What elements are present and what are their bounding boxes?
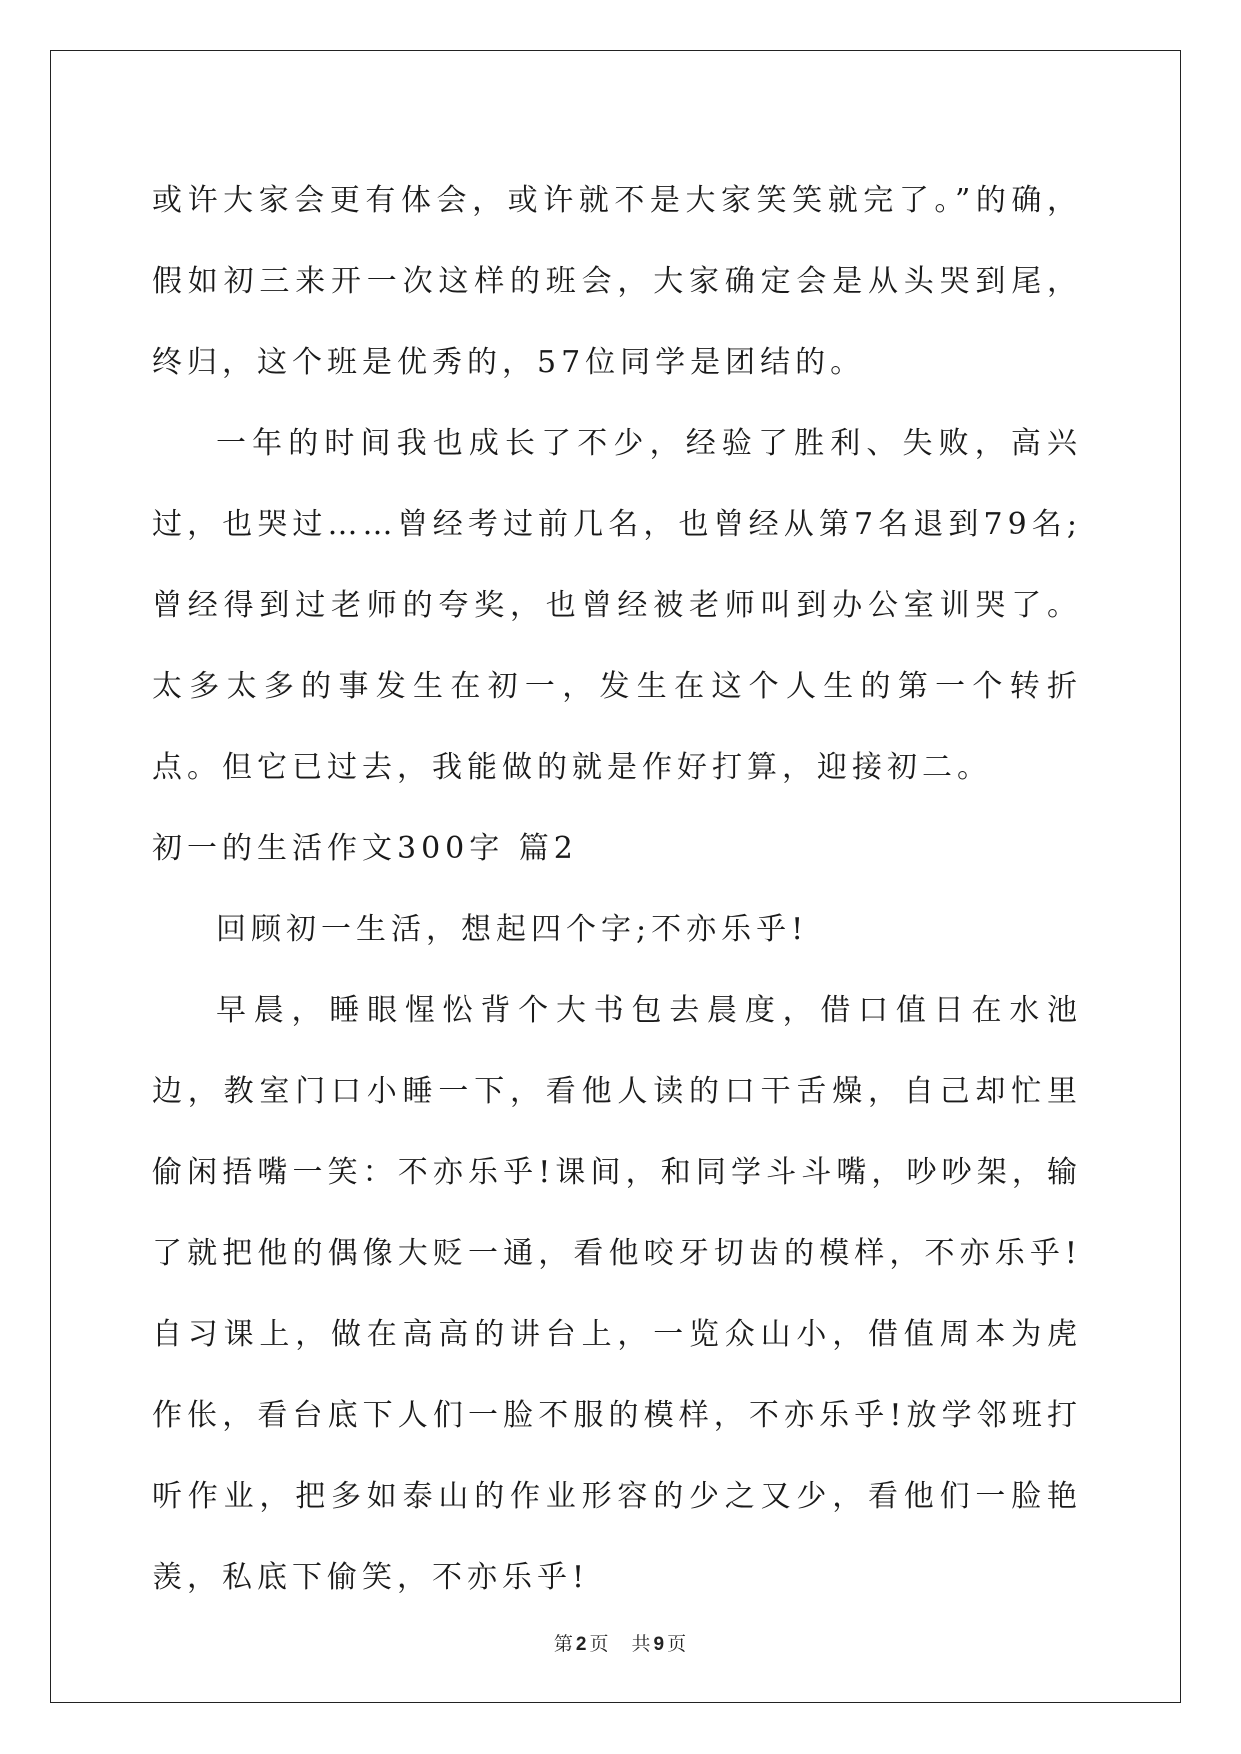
paragraph-continuation: 或许大家会更有体会，或许就不是大家笑笑就完了。”的确，假如初三来开一次这样的班会，大家确定会是从头哭到尾，终归，这个班是优秀的，57位同学是团结的。 <box>152 183 1082 380</box>
total-page-number: 9 <box>653 1634 666 1655</box>
page-number-footer <box>0 1629 1241 1656</box>
current-page-number: 2 <box>575 1634 588 1655</box>
document-body <box>152 160 1082 1618</box>
page-suffix: 页 <box>589 1633 610 1655</box>
paragraph-recall: 回顾初一生活，想起四个字;不亦乐乎! <box>216 912 809 947</box>
paragraph-growth: 一年的时间我也成长了不少，经验了胜利、失败，高兴过，也哭过……曾经考过前几名，也曾经从第7名退到79名;曾经得到过老师的夸奖，也曾经被老师叫到办公室训哭了。太多太多的事发生在初一，发生在这个人生的第一个转折点。但它已过去，我能做的就是作好打算，迎接初二。 <box>152 426 1082 785</box>
total-prefix: 共 <box>631 1633 652 1655</box>
section-heading: 初一的生活作文300字 篇2 <box>152 831 578 866</box>
page-prefix: 第 <box>553 1633 574 1655</box>
paragraph-daily-life: 早晨，睡眼惺忪背个大书包去晨度，借口值日在水池边，教室门口小睡一下，看他人读的口干舌燥，自己却忙里偷闲捂嘴一笑：不亦乐乎!课间，和同学斗斗嘴，吵吵架，输了就把他的偶像大贬一通，看他咬牙切齿的模样，不亦乐乎!自习课上，做在高高的讲台上，一览众山小，借值周本为虎作伥，看台底下人们一脸不服的模样，不亦乐乎!放学邻班打听作业，把多如泰山的作业形容的少之又少，看他们一脸艳羡，私底下偷笑，不亦乐乎! <box>152 993 1082 1595</box>
total-suffix: 页 <box>667 1633 688 1655</box>
